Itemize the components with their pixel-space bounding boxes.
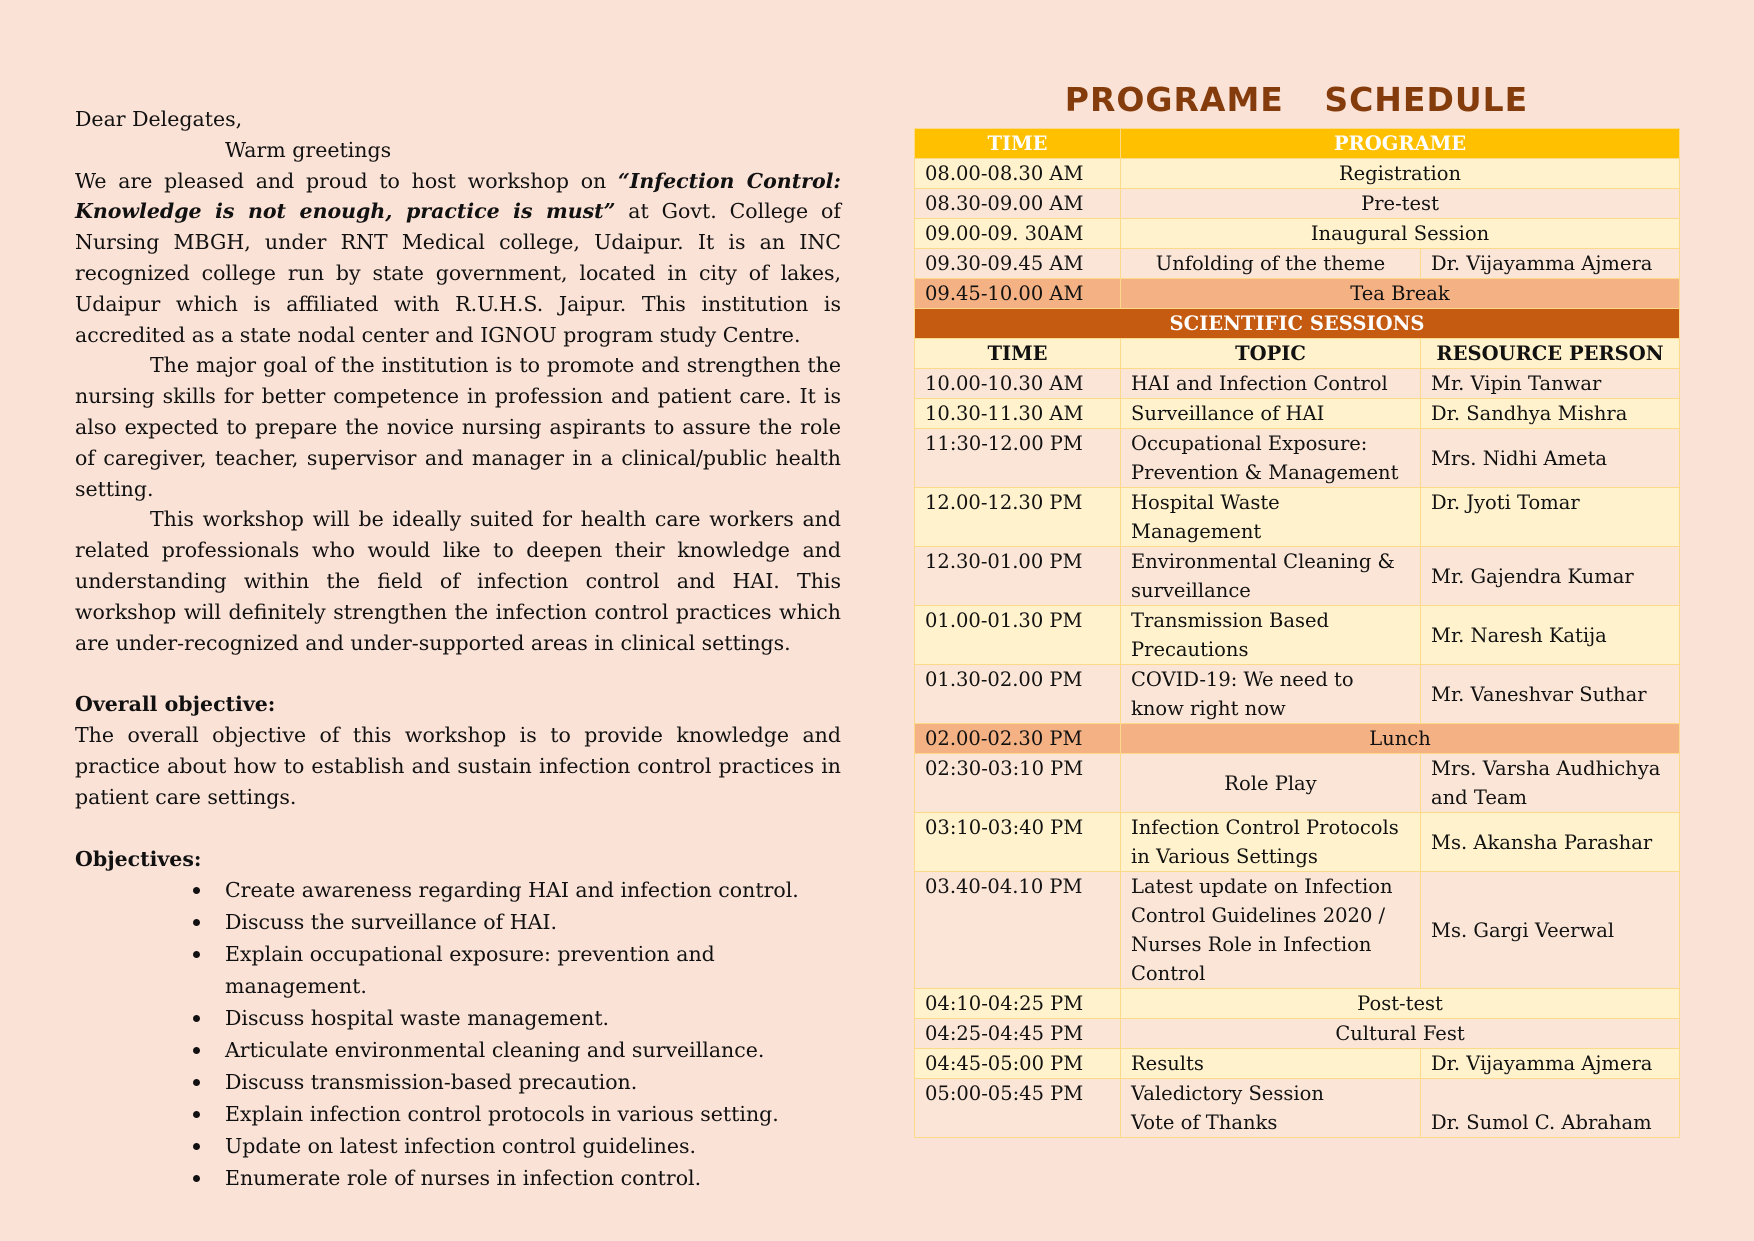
time-cell: 03.40-04.10 PM	[915, 872, 1121, 989]
time-cell: 09.30-09.45 AM	[915, 249, 1121, 279]
topic-cell: Transmission Based Precautions	[1121, 606, 1421, 665]
topic-cell: Occupational Exposure: Prevention & Management	[1121, 429, 1421, 488]
program-cell: Pre-test	[1121, 189, 1680, 219]
intro-paragraph	[75, 166, 841, 351]
overall-objective-text: The overall objective of this workshop is to provide knowledge and practice about how to establish and sustain infection control practices in patient care settings.	[75, 723, 841, 809]
topic-cell: Infection Control Protocols in Various Settings	[1121, 813, 1421, 872]
sessions-title: SCIENTIFIC SESSIONS	[915, 309, 1680, 339]
program-schedule	[914, 76, 1679, 1138]
list-item: Create awareness regarding HAI and infection control.	[225, 874, 841, 906]
time-cell: 09.00-09. 30AM	[915, 219, 1121, 249]
person-cell: Mrs. Varsha Audhichya and Team	[1421, 754, 1680, 813]
schedule-table	[914, 128, 1680, 1138]
topic-cell: Latest update on Infection Control Guidelines 2020 / Nurses Role in Infection Control	[1121, 872, 1421, 989]
program-cell: Cultural Fest	[1121, 1019, 1680, 1049]
column-header-row	[915, 339, 1680, 369]
person-cell: Dr. Sandhya Mishra	[1421, 399, 1680, 429]
program-cell: Tea Break	[1121, 279, 1680, 309]
person-cell: Mr. Vipin Tanwar	[1421, 369, 1680, 399]
topic-cell: Environmental Cleaning & surveillance	[1121, 547, 1421, 606]
topic-line: Valedictory Session	[1131, 1082, 1324, 1105]
objectives-list	[75, 874, 841, 1194]
list-item: Articulate environmental cleaning and surveillance.	[225, 1034, 841, 1066]
table-row	[915, 219, 1680, 249]
time-cell: 04:25-04:45 PM	[915, 1019, 1121, 1049]
time-cell: 04:45-05:00 PM	[915, 1049, 1121, 1079]
list-item: Update on latest infection control guidelines.	[225, 1130, 841, 1162]
list-item: Discuss transmission-based precaution.	[225, 1066, 841, 1098]
person-cell: Ms. Gargi Veerwal	[1421, 872, 1680, 989]
time-cell: 01.00-01.30 PM	[915, 606, 1121, 665]
table-row	[915, 606, 1680, 665]
table-row	[915, 488, 1680, 547]
time-cell: 12.30-01.00 PM	[915, 547, 1121, 606]
table-row	[915, 189, 1680, 219]
time-cell: 10.00-10.30 AM	[915, 369, 1121, 399]
table-row	[915, 1079, 1680, 1138]
time-cell: 02.00-02.30 PM	[915, 724, 1121, 754]
person-cell: Dr. Vijayamma Ajmera	[1421, 1049, 1680, 1079]
workshop-title: “Infection Control: Knowledge is not enough, practice is must”	[75, 168, 841, 224]
person-cell: Mr. Gajendra Kumar	[1421, 547, 1680, 606]
table-row	[915, 1019, 1680, 1049]
time-cell: 08.00-08.30 AM	[915, 159, 1121, 189]
time-cell: 12.00-12.30 PM	[915, 488, 1121, 547]
person-cell: Dr. Jyoti Tomar	[1421, 488, 1680, 547]
topic-cell: Unfolding of the theme	[1121, 249, 1421, 279]
person-cell: Dr. Vijayamma Ajmera	[1421, 249, 1680, 279]
time-cell: 09.45-10.00 AM	[915, 279, 1121, 309]
table-row	[915, 249, 1680, 279]
goal-paragraph: The major goal of the institution is to promote and strengthen the nursing skills for better competence in profession and patient care. It is also expected to prepare the novice nursing aspirants to assure the role of caregiver, teacher, supervisor and manager in a clinical/public health setting.	[75, 353, 841, 501]
table-row	[915, 872, 1680, 989]
header-programe: PROGRAME	[1121, 129, 1680, 159]
list-item: Discuss hospital waste management.	[225, 1002, 841, 1034]
table-row	[915, 989, 1680, 1019]
table-row	[915, 665, 1680, 724]
topic-cell: HAI and Infection Control	[1121, 369, 1421, 399]
greeting: Warm greetings	[225, 137, 392, 162]
table-row	[915, 724, 1680, 754]
time-cell: 04:10-04:25 PM	[915, 989, 1121, 1019]
table-row	[915, 279, 1680, 309]
table-row	[915, 429, 1680, 488]
list-item: Explain infection control protocols in various setting.	[225, 1098, 841, 1130]
topic-cell: COVID-19: We need to know right now	[1121, 665, 1421, 724]
program-cell: Lunch	[1121, 724, 1680, 754]
suitability-paragraph: This workshop will be ideally suited for health care workers and related professionals who would like to deepen their knowledge and understanding within the field of infection control and HAI. This workshop will definitely strengthen the infection control practices which are under-recognized and under-supported areas in clinical settings.	[75, 507, 841, 655]
person-cell: Mrs. Nidhi Ameta	[1421, 429, 1680, 488]
table-row	[915, 1049, 1680, 1079]
header-time: TIME	[915, 129, 1121, 159]
person-cell: Mr. Vaneshvar Suthar	[1421, 665, 1680, 724]
topic-line: Vote of Thanks	[1131, 1111, 1278, 1134]
schedule-title: PROGRAME SCHEDULE	[1064, 80, 1529, 119]
person-cell: Mr. Naresh Katija	[1421, 606, 1680, 665]
table-row	[915, 159, 1680, 189]
person-cell: Ms. Akansha Parashar	[1421, 813, 1680, 872]
objectives-heading: Objectives:	[75, 846, 202, 871]
time-cell: 11:30-12.00 PM	[915, 429, 1121, 488]
program-cell: Inaugural Session	[1121, 219, 1680, 249]
welcome-letter	[75, 104, 841, 1194]
sessions-header-row	[915, 309, 1680, 339]
col-header-time: TIME	[915, 339, 1121, 369]
salutation: Dear Delegates,	[75, 107, 243, 131]
topic-cell: Hospital Waste Management	[1121, 488, 1421, 547]
topic-cell	[1121, 1079, 1421, 1138]
overall-objective-heading: Overall objective:	[75, 692, 276, 717]
col-header-person: RESOURCE PERSON	[1421, 339, 1680, 369]
list-item: Enumerate role of nurses in infection control.	[225, 1162, 841, 1194]
list-item: Explain occupational exposure: prevention and management.	[225, 938, 841, 1002]
time-cell: 05:00-05:45 PM	[915, 1079, 1121, 1138]
topic-cell: Results	[1121, 1049, 1421, 1079]
table-row	[915, 754, 1680, 813]
time-cell: 01.30-02.00 PM	[915, 665, 1121, 724]
intro-rest: at Govt. College of Nursing MBGH, under RNT Medical college, Udaipur. It is an INC recognized college run by state government, located in city of lakes, Udaipur which is affiliated with R.U.H.S. Jaipur. This institution is accredited as a state nodal center and IGNOU program study Centre.	[75, 199, 841, 347]
intro-lead: We are pleased and proud to host workshop on	[75, 168, 618, 193]
table-row	[915, 399, 1680, 429]
time-cell: 02:30-03:10 PM	[915, 754, 1121, 813]
time-cell: 10.30-11.30 AM	[915, 399, 1121, 429]
col-header-topic: TOPIC	[1121, 339, 1421, 369]
table-header-row	[915, 129, 1680, 159]
time-cell: 03:10-03:40 PM	[915, 813, 1121, 872]
topic-cell: Surveillance of HAI	[1121, 399, 1421, 429]
time-cell: 08.30-09.00 AM	[915, 189, 1121, 219]
person-cell: Dr. Sumol C. Abraham	[1421, 1079, 1680, 1138]
table-row	[915, 813, 1680, 872]
program-cell: Registration	[1121, 159, 1680, 189]
list-item: Discuss the surveillance of HAI.	[225, 906, 841, 938]
program-cell: Post-test	[1121, 989, 1680, 1019]
topic-cell: Role Play	[1121, 754, 1421, 813]
table-row	[915, 547, 1680, 606]
table-row	[915, 369, 1680, 399]
